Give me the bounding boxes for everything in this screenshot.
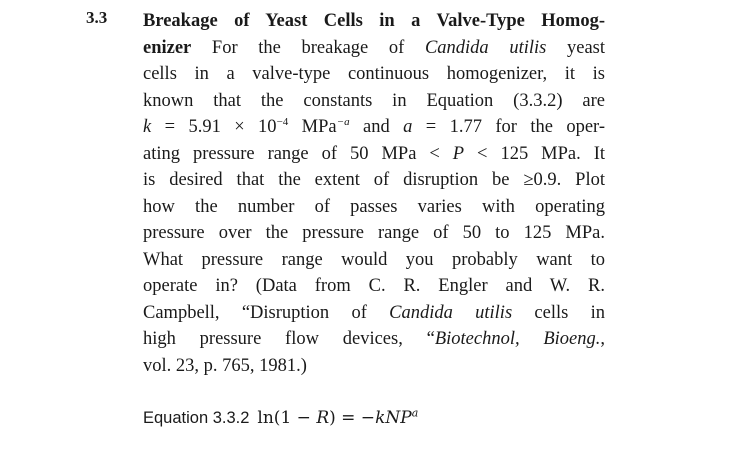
k-variable: k [143,117,152,137]
problem-line-13 [143,326,605,353]
k-exponent: −4 [276,115,289,128]
species-name: Candida utilis [424,37,547,58]
problem-title-end: enizer [143,37,192,58]
p-variable: P [452,143,465,164]
problem-line-7: is desired that the extent of disruption be ≥0.9. Plot [143,170,605,190]
line-text: , [600,329,605,349]
eq-r-variable: R [316,408,330,428]
line-text: For the breakage of [191,37,425,58]
eq-n-variable: N [385,408,401,428]
problem-number: 3.3 [86,8,108,27]
problem-line-5 [143,114,605,141]
problem-line-12 [143,300,605,327]
line-text: Campbell, “Disruption of [143,302,390,323]
equation-label: Equation 3.3.2 [143,409,250,427]
equation-formula [257,408,418,428]
a-value: = 1.77 for the oper- [412,117,605,137]
a-variable: a [403,117,413,137]
problem-line-9: pressure over the pressure range of 50 to 125 MPa. [143,223,605,243]
problem-line-14: vol. 23, p. 765, 1981.) [143,355,307,376]
problem-line-8: how the number of passes varies with operating [143,196,605,217]
k-value: = 5.91 × 10 [151,117,277,137]
line-text: cells in [512,302,605,323]
eq-exponent: a [411,406,419,420]
line-text: and [349,117,404,137]
problem-line-11: operate in? (Data from C. R. Engler and W. R. [143,276,605,296]
k-unit: MPa [288,117,337,137]
journal-name: Biotechnol, Bioeng. [434,329,601,349]
problem-line-2 [143,35,605,62]
unit-exponent: −a [336,115,350,128]
eq-lhs-close: ) = − [329,408,376,428]
problem-line-6 [143,141,605,168]
eq-k-variable: k [375,408,386,428]
eq-p-variable: P [400,408,412,428]
problem-title: Breakage of Yeast Cells in a Valve-Type Homog- [143,11,605,31]
problem-line-1 [143,8,605,35]
species-name: Candida utilis [389,302,513,323]
problem-line-4: known that the constants in Equation (3.3.2) are [143,90,605,111]
problem-line-3: cells in a valve-type continuous homogenizer, it is [143,64,605,84]
line-text: ating pressure range of 50 MPa < [143,143,453,164]
line-text: yeast [546,37,605,58]
line-text: high pressure flow devices, “ [143,329,435,349]
problem-line-10: What pressure range would you probably want to [143,249,605,270]
equation-row [143,408,418,428]
eq-lhs: ln(1 − [257,408,317,428]
line-text: < 125 MPa. It [464,143,605,164]
problem-statement [143,8,605,379]
